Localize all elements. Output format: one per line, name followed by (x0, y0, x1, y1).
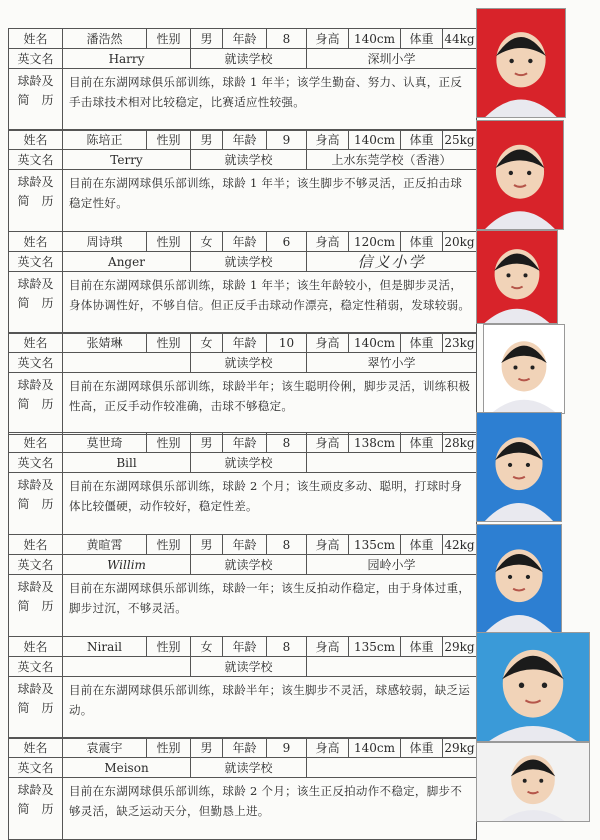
age-value: 8 (267, 535, 307, 555)
student-photo (476, 120, 564, 230)
student-table (8, 534, 477, 637)
student-photo (476, 412, 562, 522)
history-label-line1: 球龄及 (17, 175, 54, 189)
weight-label: 体重 (401, 535, 443, 555)
school-value (307, 453, 477, 473)
history-label-line1: 球龄及 (17, 74, 54, 88)
student-card (8, 737, 476, 840)
history-label (9, 69, 63, 131)
student-table (8, 129, 477, 232)
gender-label: 性别 (147, 333, 191, 353)
age-value: 6 (267, 232, 307, 252)
history-text: 目前在东湖网球俱乐部训练，球龄 1 年半；该生年龄较小，但是脚步灵活，身体协调性好，不够自信。但正反手击球动作漂亮，稳定性稍弱，发球较弱。 (63, 272, 477, 334)
age-label: 年龄 (223, 232, 267, 252)
height-value: 135cm (349, 535, 401, 555)
age-label: 年龄 (223, 130, 267, 150)
student-photo (476, 524, 562, 634)
height-label: 身高 (307, 232, 349, 252)
weight-label: 体重 (401, 738, 443, 758)
age-label: 年龄 (223, 738, 267, 758)
name-value: 陈培正 (63, 130, 147, 150)
height-label: 身高 (307, 738, 349, 758)
gender-label: 性别 (147, 433, 191, 453)
weight-value: 25kg (443, 130, 477, 150)
history-label-line1: 球龄及 (17, 682, 54, 696)
weight-value: 29kg (443, 637, 477, 657)
age-value: 9 (267, 738, 307, 758)
history-label (9, 170, 63, 232)
school-label: 就读学校 (191, 150, 307, 170)
student-card (8, 332, 476, 435)
student-photo (476, 742, 590, 822)
portrait-icon (477, 743, 589, 821)
history-label (9, 473, 63, 535)
history-label-line2: 简 历 (17, 397, 54, 411)
history-label-line1: 球龄及 (17, 277, 54, 291)
english-name-value: Harry (63, 49, 191, 69)
weight-label: 体重 (401, 130, 443, 150)
history-label-line2: 简 历 (17, 599, 54, 613)
student-photo (476, 230, 558, 324)
name-value: 莫世琦 (63, 433, 147, 453)
history-label (9, 373, 63, 435)
portrait-icon (477, 121, 563, 229)
history-label-line1: 球龄及 (17, 378, 54, 392)
age-label: 年龄 (223, 433, 267, 453)
student-card (8, 231, 476, 334)
student-table (8, 737, 477, 840)
english-name-value: Anger (63, 252, 191, 272)
name-label: 姓名 (9, 130, 63, 150)
gender-label: 性别 (147, 232, 191, 252)
gender-label: 性别 (147, 29, 191, 49)
age-label: 年龄 (223, 535, 267, 555)
school-label: 就读学校 (191, 758, 307, 778)
history-label-line2: 简 历 (17, 93, 54, 107)
weight-label: 体重 (401, 29, 443, 49)
gender-value: 女 (191, 232, 223, 252)
english-name-value: Meison (63, 758, 191, 778)
school-value: 园岭小学 (307, 555, 477, 575)
school-label: 就读学校 (191, 49, 307, 69)
history-label-line1: 球龄及 (17, 783, 54, 797)
english-name-label: 英文名 (9, 453, 63, 473)
name-label: 姓名 (9, 738, 63, 758)
name-value: 周诗琪 (63, 232, 147, 252)
student-table (8, 332, 477, 435)
history-label-line2: 简 历 (17, 194, 54, 208)
history-label-line2: 简 历 (17, 296, 54, 310)
age-value: 9 (267, 130, 307, 150)
english-name-value: Terry (63, 150, 191, 170)
student-photo (476, 632, 590, 742)
gender-label: 性别 (147, 738, 191, 758)
history-label (9, 778, 63, 840)
student-photo (476, 8, 566, 118)
history-text: 目前在东湖网球俱乐部训练，球龄一年；该生反拍动作稳定，由于身体过重，脚步过沉，不够灵活。 (63, 575, 477, 637)
history-label (9, 272, 63, 334)
name-label: 姓名 (9, 29, 63, 49)
name-value: 袁震宇 (63, 738, 147, 758)
school-value (307, 758, 477, 778)
age-value: 8 (267, 637, 307, 657)
portrait-icon (484, 325, 564, 413)
height-label: 身高 (307, 333, 349, 353)
english-name-value: Bill (63, 453, 191, 473)
student-table (8, 636, 477, 739)
height-value: 140cm (349, 130, 401, 150)
gender-value: 女 (191, 637, 223, 657)
student-table (8, 432, 477, 535)
english-name-label: 英文名 (9, 353, 63, 373)
weight-label: 体重 (401, 637, 443, 657)
weight-value: 28kg (443, 433, 477, 453)
weight-value: 20kg (443, 232, 477, 252)
gender-value: 男 (191, 130, 223, 150)
school-label: 就读学校 (191, 657, 307, 677)
gender-label: 性别 (147, 535, 191, 555)
history-label-line2: 简 历 (17, 701, 54, 715)
student-table (8, 28, 477, 131)
student-card (8, 534, 476, 637)
student-card (8, 129, 476, 232)
age-label: 年龄 (223, 29, 267, 49)
school-value: 翠竹小学 (307, 353, 477, 373)
english-name-label: 英文名 (9, 555, 63, 575)
student-photo (483, 324, 565, 414)
english-name-label: 英文名 (9, 758, 63, 778)
height-value: 138cm (349, 433, 401, 453)
english-name-value: Willim (63, 555, 191, 575)
history-label (9, 677, 63, 739)
school-label: 就读学校 (191, 555, 307, 575)
history-label-line1: 球龄及 (17, 478, 54, 492)
weight-value: 42kg (443, 535, 477, 555)
school-label: 就读学校 (191, 453, 307, 473)
english-name-label: 英文名 (9, 252, 63, 272)
history-text: 目前在东湖网球俱乐部训练，球龄 1 年半；该学生勤奋、努力、认真，正反手击球技术相对比较稳定，比赛适应性较强。 (63, 69, 477, 131)
english-name-label: 英文名 (9, 657, 63, 677)
height-value: 140cm (349, 29, 401, 49)
age-value: 8 (267, 433, 307, 453)
history-label-line1: 球龄及 (17, 580, 54, 594)
student-card (8, 636, 476, 739)
height-label: 身高 (307, 637, 349, 657)
gender-value: 男 (191, 738, 223, 758)
height-value: 120cm (349, 232, 401, 252)
history-text: 目前在东湖网球俱乐部训练，球龄 1 年半；该生脚步不够灵活，正反拍击球稳定性好。 (63, 170, 477, 232)
portrait-icon (477, 9, 565, 117)
school-label: 就读学校 (191, 252, 307, 272)
age-label: 年龄 (223, 333, 267, 353)
age-label: 年龄 (223, 637, 267, 657)
gender-label: 性别 (147, 637, 191, 657)
name-label: 姓名 (9, 232, 63, 252)
portrait-icon (477, 413, 561, 521)
student-card (8, 28, 476, 131)
english-name-value (63, 353, 191, 373)
history-label-line2: 简 历 (17, 802, 54, 816)
age-value: 8 (267, 29, 307, 49)
name-label: 姓名 (9, 333, 63, 353)
name-value: Nirail (63, 637, 147, 657)
portrait-icon (477, 525, 561, 633)
height-value: 140cm (349, 333, 401, 353)
height-value: 135cm (349, 637, 401, 657)
portrait-icon (477, 231, 557, 323)
history-label (9, 575, 63, 637)
student-table (8, 231, 477, 334)
english-name-label: 英文名 (9, 150, 63, 170)
name-label: 姓名 (9, 637, 63, 657)
name-label: 姓名 (9, 535, 63, 555)
height-label: 身高 (307, 130, 349, 150)
history-text: 目前在东湖网球俱乐部训练，球龄 2 个月；该生正反拍动作不稳定，脚步不够灵活，缺乏运动天分，但勤恳上进。 (63, 778, 477, 840)
name-value: 张婧琳 (63, 333, 147, 353)
height-value: 140cm (349, 738, 401, 758)
weight-value: 23kg (443, 333, 477, 353)
name-value: 黄暄霄 (63, 535, 147, 555)
school-value: 深圳小学 (307, 49, 477, 69)
gender-value: 男 (191, 29, 223, 49)
student-card (8, 432, 476, 535)
height-label: 身高 (307, 29, 349, 49)
english-name-value (63, 657, 191, 677)
gender-value: 男 (191, 433, 223, 453)
gender-value: 女 (191, 333, 223, 353)
gender-value: 男 (191, 535, 223, 555)
school-value: 信义小学 (307, 252, 477, 272)
height-label: 身高 (307, 535, 349, 555)
weight-label: 体重 (401, 433, 443, 453)
name-label: 姓名 (9, 433, 63, 453)
school-value: 上水东莞学校（香港） (307, 150, 477, 170)
weight-label: 体重 (401, 333, 443, 353)
age-value: 10 (267, 333, 307, 353)
history-text: 目前在东湖网球俱乐部训练，球龄半年；该生脚步不灵活，球感较弱，缺乏运动。 (63, 677, 477, 739)
school-value (307, 657, 477, 677)
school-label: 就读学校 (191, 353, 307, 373)
height-label: 身高 (307, 433, 349, 453)
history-label-line2: 简 历 (17, 497, 54, 511)
gender-label: 性别 (147, 130, 191, 150)
weight-value: 44kg (443, 29, 477, 49)
english-name-label: 英文名 (9, 49, 63, 69)
weight-label: 体重 (401, 232, 443, 252)
history-text: 目前在东湖网球俱乐部训练，球龄 2 个月；该生顽皮多动、聪明，打球时身体比较僵硬，动作较好，稳定性差。 (63, 473, 477, 535)
history-text: 目前在东湖网球俱乐部训练，球龄半年；该生聪明伶俐，脚步灵活，训练积极性高，正反手动作较准确，击球不够稳定。 (63, 373, 477, 435)
weight-value: 29kg (443, 738, 477, 758)
name-value: 潘浩然 (63, 29, 147, 49)
portrait-icon (477, 633, 589, 741)
